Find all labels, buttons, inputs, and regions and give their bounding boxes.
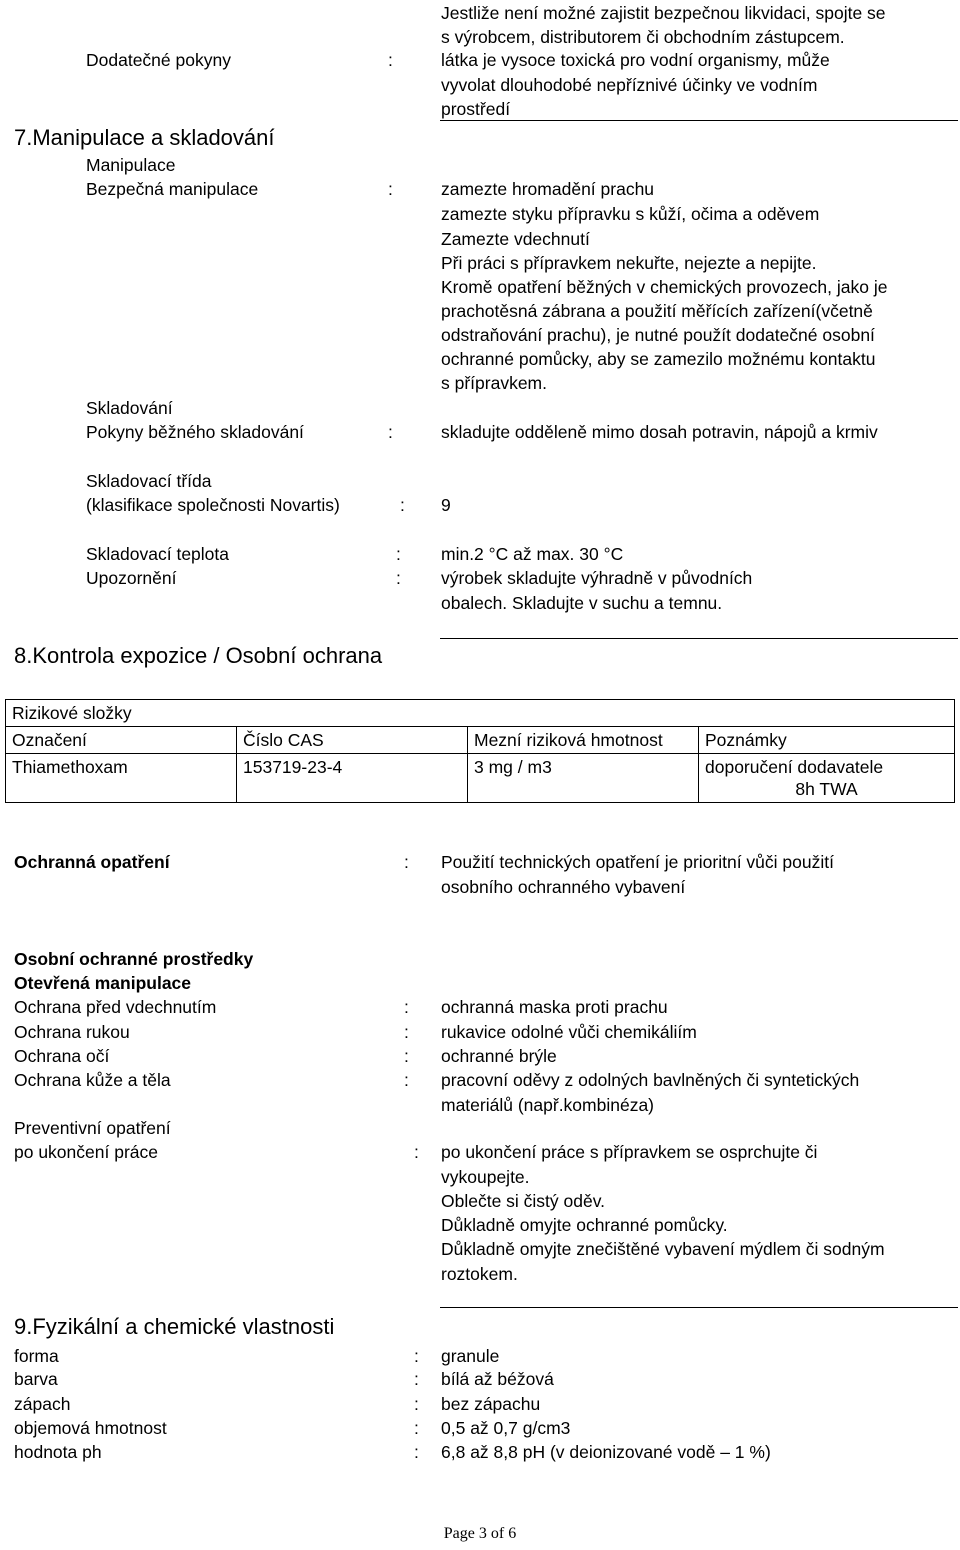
ppe-label: Ochrana očí [14,1046,110,1066]
preventive-label: Preventivní opatření [14,1118,171,1138]
handling-heading: Manipulace [86,155,176,175]
colon: : [404,1070,409,1090]
property-label: hodnota ph [14,1442,102,1462]
warning-label: Upozornění [86,568,177,588]
preventive-line: po ukončení práce s přípravkem se osprchujte či [441,1142,818,1162]
table-title: Rizikové složky [6,700,955,727]
ppe-label: Ochrana kůže a těla [14,1070,171,1090]
property-label: forma [14,1346,59,1366]
ppe-heading: Osobní ochranné prostředky [14,949,254,969]
ppe-value: ochranná maska proti prachu [441,997,668,1017]
colon: : [396,568,401,588]
preventive-line: vykoupejte. [441,1167,530,1187]
colon: : [414,1369,419,1389]
page-number: Page 3 of 6 [443,1525,517,1542]
storage-heading: Skladování [86,398,173,418]
safe-handling-line: Zamezte vdechnutí [441,229,590,249]
storage-label: Pokyny běžného skladování [86,422,304,442]
note-line: 8h TWA [795,779,858,799]
preventive-line: Důkladně omyjte ochranné pomůcky. [441,1215,728,1235]
colon: : [404,1046,409,1066]
table-header-row [6,727,955,754]
section-9-title: 9.Fyzikální a chemické vlastnosti [14,1314,335,1339]
warning-value-line-2: obalech. Skladujte v suchu a temnu. [441,593,723,613]
property-value: bez zápachu [441,1394,541,1414]
ppe-label: Ochrana rukou [14,1022,130,1042]
safe-handling-line: ochranné pomůcky, aby se zamezilo možnému kontaktu [441,349,876,369]
storage-class-label-2: (klasifikace společnosti Novartis) [86,495,340,515]
safe-handling-line: Kromě opatření běžných v chemických provozech, jako je [441,277,888,297]
colon: : [404,1022,409,1042]
table-cell: 3 mg / m3 [468,754,699,803]
extra-instructions-label: Dodatečné pokyny [86,50,231,70]
ppe-value-line-2: materiálů (např.kombinéza) [441,1095,655,1115]
column-header: Číslo CAS [237,727,468,754]
colon: : [414,1442,419,1462]
section-8-title: 8.Kontrola expozice / Osobní ochrana [14,643,383,668]
storage-temp-value: min.2 °C až max. 30 °C [441,544,624,564]
table-cell: 153719-23-4 [237,754,468,803]
extra-instructions-line-1: látka je vysoce toxická pro vodní organismy, může [441,50,830,70]
section-divider [440,638,958,639]
colon: : [388,422,393,442]
property-value: bílá až béžová [441,1369,554,1389]
safe-handling-line: odstraňování prachu), je nutné použít dodatečné osobní [441,325,875,345]
section-7-title: 7.Manipulace a skladování [14,125,275,150]
storage-class-label: Skladovací třída [86,471,212,491]
ppe-label: Ochrana před vdechnutím [14,997,217,1017]
disposal-text-line-2: s výrobcem, distributorem či obchodním zástupcem. [441,27,845,47]
property-value: granule [441,1346,500,1366]
storage-class-value: 9 [441,495,451,515]
property-value: 0,5 až 0,7 g/cm3 [441,1418,571,1438]
section-divider [440,1307,958,1308]
preventive-line: Důkladně omyjte znečištěné vybavení mýdlem či sodným [441,1239,885,1259]
safe-handling-line: Při práci s přípravkem nekuřte, nejezte a nepijte. [441,253,817,273]
ppe-value: rukavice odolné vůči chemikáliím [441,1022,697,1042]
safe-handling-line: zamezte styku přípravku s kůží, očima a oděvem [441,204,820,224]
column-header: Označení [6,727,237,754]
safe-handling-line: s přípravkem. [441,373,547,393]
protective-measures-line-1: Použití technických opatření je prioritní vůči použití [441,852,834,872]
preventive-line: roztokem. [441,1264,518,1284]
disposal-text-line-1: Jestliže není možné zajistit bezpečnou likvidaci, spojte se [441,3,886,23]
extra-instructions-line-2: vyvolat dlouhodobé nepříznivé účinky ve vodním [441,75,818,95]
safe-handling-line: prachotěsná zábrana a použití měřících zařízení(včetně [441,301,873,321]
property-label: zápach [14,1394,71,1414]
open-handling-heading: Otevřená manipulace [14,973,192,993]
colon: : [404,852,409,872]
preventive-line: Oblečte si čistý oděv. [441,1191,606,1211]
colon: : [414,1394,419,1414]
storage-value: skladujte odděleně mimo dosah potravin, nápojů a krmiv [441,422,878,442]
safe-handling-label: Bezpečná manipulace [86,179,259,199]
table-cell-notes [699,754,955,803]
protective-measures-line-2: osobního ochranného vybavení [441,877,686,897]
column-header: Poznámky [699,727,955,754]
note-line: doporučení dodavatele [705,757,884,777]
ppe-value: pracovní oděvy z odolných bavlněných či syntetických [441,1070,860,1090]
colon: : [414,1418,419,1438]
preventive-label-2: po ukončení práce [14,1142,158,1162]
colon: : [388,179,393,199]
storage-temp-label: Skladovací teplota [86,544,230,564]
table-cell: Thiamethoxam [6,754,237,803]
column-header: Mezní riziková hmotnost [468,727,699,754]
warning-value-line-1: výrobek skladujte výhradně v původních [441,568,753,588]
property-value: 6,8 až 8,8 pH (v deionizované vodě – 1 %) [441,1442,771,1462]
section-divider [440,120,958,121]
colon: : [396,544,401,564]
safe-handling-line: zamezte hromadění prachu [441,179,655,199]
colon: : [414,1142,419,1162]
table-row [6,754,955,803]
protective-measures-label: Ochranná opatření [14,852,170,872]
colon: : [414,1346,419,1366]
colon: : [404,997,409,1017]
colon: : [388,50,393,70]
hazardous-components-table [5,699,955,803]
extra-instructions-line-3: prostředí [441,99,511,119]
colon: : [400,495,405,515]
property-label: barva [14,1369,58,1389]
ppe-value: ochranné brýle [441,1046,557,1066]
property-label: objemová hmotnost [14,1418,167,1438]
